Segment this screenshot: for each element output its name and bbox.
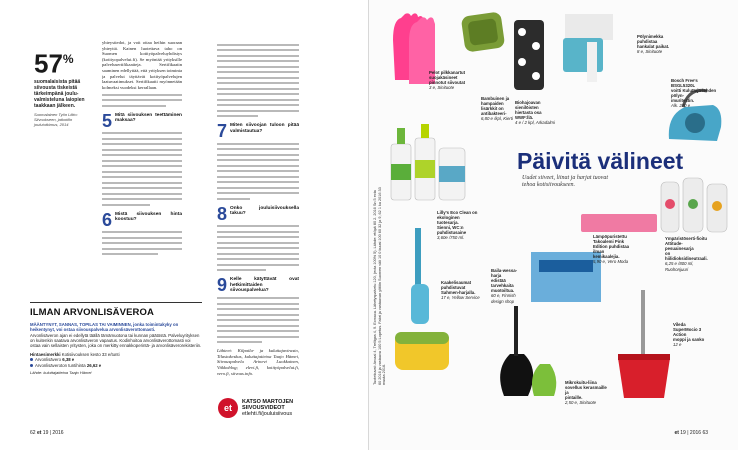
- section-title: Päivitä välineet: [517, 148, 684, 174]
- question-title: Mitä siivouksen teettäminen maksaa?: [115, 112, 182, 124]
- caption-mop: Vileda SuperMocio 3 Action moppi ja sanko 12 e: [673, 322, 705, 348]
- caption-grout-brush: Kaakelisaumat puhdistuvat Sahmen-harjalla. 17 e, Yellow Service: [441, 280, 480, 301]
- duster-image: [559, 10, 619, 90]
- body-lines: [217, 44, 299, 118]
- sidebar-source: Lähde: kuluttajatietoa Taajo Hämei: [30, 370, 92, 376]
- caption-microfiber: Mikrokuitu-liina sovellus kerasmaille ja pintaille. 2,50 e, Sinituote: [565, 380, 607, 406]
- caption-bamboo-brush: Bambuinen ja hampaiden lisärkkit on antibakteeri- 6,80 e /kpl, Kierti: [481, 96, 514, 122]
- body-lines: [102, 132, 182, 206]
- question-number: 9: [217, 275, 228, 295]
- sidebar-body: Arvonlisäveron ajan ei edellytä täällä tämämuotona tai kunnan päätöstä. Palveluyrityksen on kuitenkin saatava arvonlisäveron vapautus. Kodinhoitoa arvonlisäverottomasti voi ostaa vain sellaisten yritysten, joka on merkitty ennakkoperintä- ja arvonlisäverorekisteriin.: [30, 333, 202, 349]
- question-number: 7: [217, 121, 228, 141]
- question-9: [217, 277, 299, 294]
- sources-note: Lähteet: Kilpailu- ja kuluttajavirasto, Tilastokeskus, kuluttajatietoa Taajo Hämei, Siivouspalvelu Arinevi Luokkainen, Viikkoblog; elevi.fi, kotityöpalvelut.fi, vero.fi, siivous.info.: [217, 348, 299, 376]
- page-number: 62: [30, 430, 36, 436]
- question-number: 5: [102, 110, 113, 131]
- left-footer: [30, 430, 64, 436]
- promo-text: KATSO MARTOJEN SIIVOUSVIDEOT etlehti.fi/jouluisiivous: [242, 399, 294, 417]
- right-footer: [674, 430, 708, 436]
- vat-sidebar: [30, 302, 202, 375]
- et-logo: et: [218, 398, 238, 418]
- right-page: [369, 0, 738, 450]
- question-7: [217, 123, 299, 139]
- sponge-image: [387, 322, 467, 378]
- body-lines: [217, 297, 299, 343]
- body-lines: [102, 231, 182, 255]
- caption-toilet-brush: Baila-wessa-harja edistää tarvehkaita muotoiltua. 60 e, Finnish design shop: [491, 268, 518, 304]
- caption-duster: Pölynimekka puhdistaa hankalat paikat. 8 e, Sinituote: [637, 34, 670, 55]
- article-column-1: [102, 40, 182, 280]
- question-title: Kelle kätyttävät ovat hetkimittaiden siivouspalvelua?: [230, 277, 299, 294]
- stat-text: suomalaisista pitää siivousta tiskeistä tärkeimpänä joulu-valmisteluna laiopien taakkaan jälkeen.: [34, 78, 85, 109]
- issue: 19 | 2016: [680, 430, 702, 436]
- stat-box: [34, 46, 92, 127]
- question-number: 6: [102, 209, 113, 230]
- photo-credits: Tuotekuvat: Arcaal 4, Trelligas 4, 9. Ecmaxa. Lähetyspalvelu 120, (ecta 100% 5). Lähde: etöpä 80 2. 2016 Sn 5 ecta 60 2016 ja vastaava 100 5 Lopetus. Fabri ja vastaavan ylitöin Suomen väli 10 0 kuusi 100 60 32 ja 9, 62 1 ku 2016 33 muuta 2016.: [373, 187, 387, 385]
- body-lines: [102, 94, 182, 107]
- pink-cloth-image: [579, 212, 659, 234]
- magazine-name: et: [674, 430, 679, 436]
- caption-attitude: Ympäristöserti-fioitu Attitude-pesuainesarja on hiilidioksidineutraali. 6,25 e /800 ml, Ruohonjuuri: [665, 236, 708, 272]
- grout-brush-image: [397, 222, 437, 332]
- page-number: 63: [702, 430, 708, 436]
- section-intro: Uudet siiveet, liinat ja harjat tuovat tehoa kotisiivoukseen.: [522, 175, 608, 188]
- video-promo[interactable]: [218, 398, 293, 418]
- stat-source: Suomalainen Työn Liitto: Siivoukseen, jatkotilin joulututkimus, 2014: [34, 111, 78, 127]
- magazine-name: et: [36, 430, 42, 436]
- question-title: Miten siivoojan tuloon pitää valmistautua?: [230, 123, 299, 134]
- sidebar-title: ILMAN ARVONLISÄVEROA: [30, 302, 202, 318]
- caption-sponges: Biohajoavan sienilöisten hiertasta osa WWF:llä. 4 e / 2 kpl, Arkadalmi: [515, 100, 555, 126]
- toilet-brush-image: [484, 300, 564, 400]
- column-1-intro: yhteystiedot, ja voit ottaa heihin suoraan yhteyttä. Kainen luotettava taho on Suomen kotityöpalveluyhdistys (kotityopalvelut.fi). Se myöntää yrityksille palvelusertifikaatteja. Sertifikaatin saaminen edellyttää, että yrityksen toiminta ja palvelut täyttävät kotityöpalvelujen laatuvaatimukset. Sertifikaatti myönnetään kolmeksi vuodeksi kerrallaan.: [102, 40, 182, 90]
- body-lines: [217, 225, 299, 271]
- caption-pink-cloth: Lämpöpuristettu Takoalemi Pink Edition puhdistaa ilman kemikaalejia. 5,90 e, Vero Moda: [593, 234, 630, 265]
- issue: 19 | 2016: [42, 430, 64, 436]
- price-example: Hintaesimerkki Kotisiivouksen kesto 33 e/tunti Arvonlisävero 6,38 e Arvonlisäveroton tuntihinta 26,62 e: [30, 351, 120, 368]
- question-6: [102, 209, 182, 230]
- sidebar-lead: MÄÄNTYNYT, SANNAS, TOPILAS TAI VAIMINNEN, jonka toimintakyky on heikentynyt, voi ostaa siivouspalvelua arvonlisäverottomasti.: [30, 322, 179, 332]
- eco-sponges-image: [509, 18, 549, 93]
- question-title: Onko jouluisiivouksella takuu?: [230, 205, 299, 217]
- caption-vacuum: Bosch Free's BSGL5320L voitti Kuluttaja-lehden pölyn- imuritestin. Alk. 270 e: [671, 78, 717, 109]
- stat-value: 57%: [34, 48, 74, 79]
- caption-gloves: Pelot pilkkanartut suojakäsineet pinnotut siivoutat 3 e, Sinituote: [429, 70, 466, 91]
- eco-clean-bottles-image: [387, 120, 472, 205]
- question-5: [102, 110, 182, 131]
- question-number: 8: [217, 203, 228, 224]
- bamboo-brush-image: [459, 10, 509, 58]
- caption-eco-clean: Lilly's Eco Clean on ekologinen tuotesarja. Sienni, WC:n puhdistusaine 3,60e /750 ml.: [437, 210, 478, 241]
- question-title: Mistä siivouksen hinta koostuu?: [115, 211, 182, 223]
- article-column-2: [217, 40, 299, 380]
- attitude-bottles-image: [659, 168, 731, 234]
- body-lines: [217, 143, 299, 200]
- mop-bucket-image: [614, 288, 674, 408]
- question-8: [217, 203, 299, 224]
